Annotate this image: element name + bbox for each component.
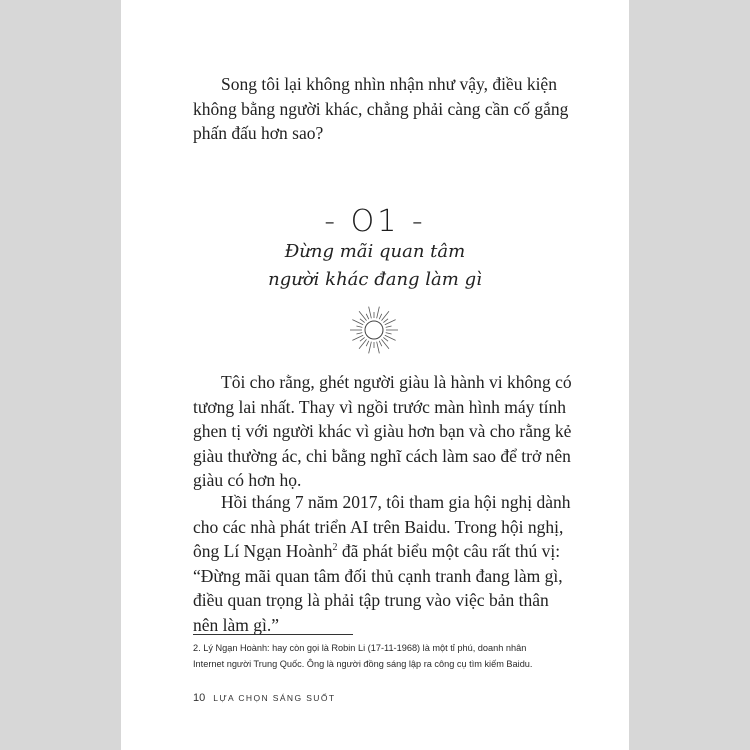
text-fragment: ông Lí Ngạn Hoành xyxy=(193,541,333,562)
footnote-line: 2. Lý Ngạn Hoành: hay còn gọi là Robin Li (17-11-1968) là một tỉ phú, doanh nhân xyxy=(193,643,527,653)
section-title-line: người khác đang làm gì xyxy=(268,269,482,290)
text-line: “Đừng mãi quan tâm đối thủ cạnh tranh đang làm gì, xyxy=(193,565,563,586)
footnote-ref[interactable]: 2 xyxy=(332,542,338,554)
sunburst-ray xyxy=(386,326,392,327)
text-fragment: đã phát biểu một câu rất thú vị: xyxy=(337,541,561,562)
text-line: nên làm gì.” xyxy=(193,614,280,635)
sunburst-ray xyxy=(383,337,388,341)
sunburst-ray xyxy=(369,307,372,319)
text-line: phấn đấu hơn sao? xyxy=(193,123,324,144)
sunburst-ray xyxy=(356,333,362,334)
sunburst-ray xyxy=(377,307,380,319)
text-line: ghen tị với người khác vì giàu hơn bạn và cho rằng kẻ xyxy=(193,421,572,442)
sunburst-ray xyxy=(360,319,365,323)
footnote-line: Internet người Trung Quốc. Ông là người đồng sáng lập ra công cụ tìm kiếm Baidu. xyxy=(193,659,533,669)
section-title-line: Đừng mãi quan tâm xyxy=(284,241,466,262)
text-line: Hồi tháng 7 năm 2017, tôi tham gia hội nghị dành xyxy=(221,492,571,512)
paragraph-body-1 xyxy=(193,370,585,493)
text-line: cho các nhà phát triển AI trên Baidu. Trong hội nghị, xyxy=(193,516,564,537)
sunburst-ray xyxy=(360,337,365,341)
footnote xyxy=(193,640,593,672)
running-title: LỰA CHỌN SÁNG SUỐT xyxy=(213,693,336,703)
text-line xyxy=(193,539,585,564)
text-line: giàu có hơn họ. xyxy=(193,470,302,491)
sunburst-ray xyxy=(366,314,369,319)
sunburst-ray xyxy=(356,326,362,327)
sunburst-ray xyxy=(379,341,382,346)
sunburst-ray xyxy=(369,342,372,354)
text-line: tương lai nhất. Thay vì ngồi trước màn hình máy tính xyxy=(193,396,567,417)
text-line: không bằng người khác, chẳng phải càng cần cố gắng xyxy=(193,98,569,119)
book-page xyxy=(121,0,629,750)
text-line: giàu thường ác, chi bằng nghĩ cách làm sao để trở nên xyxy=(193,445,571,466)
text-line: điều quan trọng là phải tập trung vào việc bản thân xyxy=(193,590,549,611)
paragraph-intro xyxy=(193,72,585,146)
page-footer xyxy=(193,692,335,704)
footnote-divider xyxy=(193,634,353,635)
section-number: - O1 - xyxy=(324,204,426,239)
page-number: 10 xyxy=(193,692,206,704)
section-title xyxy=(121,238,629,294)
text-line: Tôi cho rằng, ghét người giàu là hành vi không có xyxy=(221,372,572,392)
text-line: Song tôi lại không nhìn nhận như vậy, điều kiện xyxy=(221,74,557,94)
sunburst-ray xyxy=(379,314,382,319)
sunburst-ray xyxy=(366,341,369,346)
sunburst-ray xyxy=(383,319,388,323)
sunburst-ray xyxy=(386,333,392,334)
sunburst-icon xyxy=(349,305,399,355)
paragraph-body-2 xyxy=(193,490,585,638)
sunburst-ray xyxy=(377,342,380,354)
